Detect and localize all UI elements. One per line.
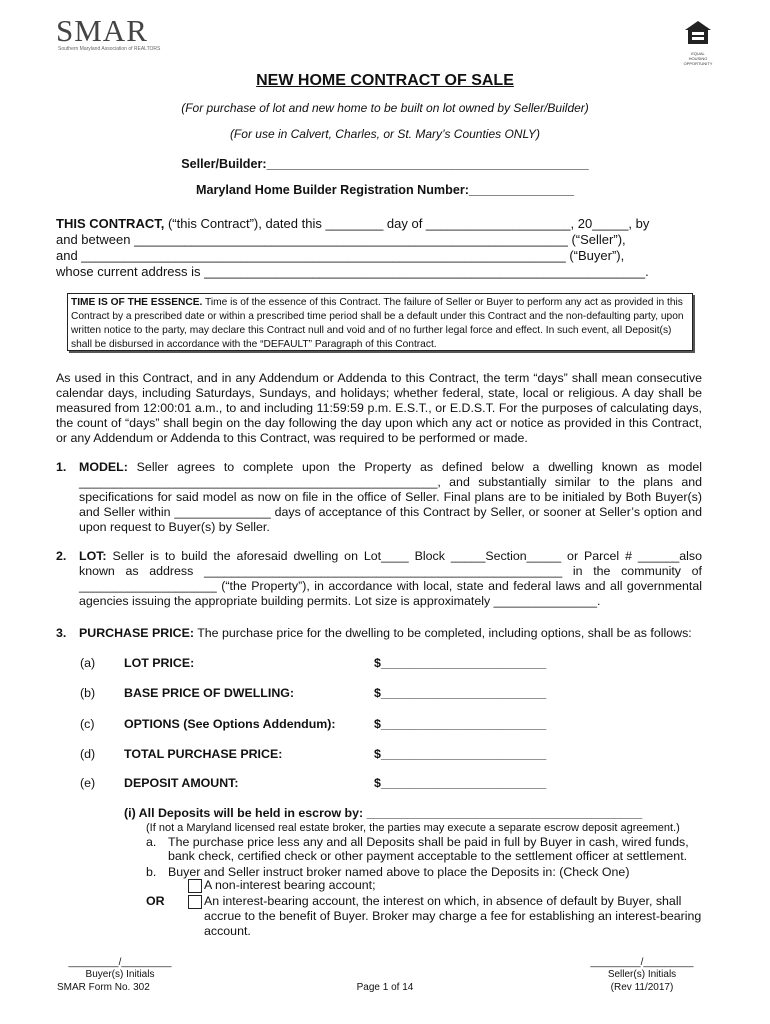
buyer-initials-label: Buyer(s) Initials [85, 969, 155, 980]
section-heading: LOT: [79, 549, 107, 563]
non-interest-option-label: A non-interest bearing account; [204, 878, 376, 892]
subtitle-counties: (For use in Calvert, Charles, or St. Mary’s Counties ONLY) [229, 127, 541, 141]
non-interest-checkbox[interactable] [188, 879, 202, 893]
item-text: The purchase price less any and all Deposits shall be paid in full by Buyer in cash, wired funds, bank check, certified check or other payment acceptable to the settlement officer at settlement. [168, 835, 689, 863]
house-icon [683, 18, 713, 48]
intro-buyer-line[interactable]: and ___________________________________________________________________ (“Buyer”), [56, 248, 625, 263]
seller-initials-field[interactable]: _________/_________ [590, 957, 694, 968]
time-box-text: Time is of the essence of this Contract. The failure of Seller or Buyer to perform any act as provided in this Contract by a prescribed date or within a prescribed time period shall be a default under this Contract and the non-defaulting party, upon written notice to the party, may declare this Contract null and void and of no further legal force and effect. In such event, all Deposit(s) shall be disbursed in accordance with the “DEFAULT” Paragraph of this Contract. [71, 297, 684, 350]
intro-date-fields[interactable]: (“this Contract”), dated this ________ day of ____________________, 20_____, by [164, 216, 650, 231]
form-number: SMAR Form No. 302 [57, 982, 150, 993]
intro-line-1 [56, 216, 702, 231]
lot-price-field[interactable]: $________________________ [374, 656, 547, 670]
logo-tagline: Southern Maryland Association of REALTORS [58, 46, 161, 52]
intro-bold: THIS CONTRACT, [56, 216, 165, 231]
seller-initials-block [582, 957, 702, 981]
section-heading: PURCHASE PRICE: [79, 626, 194, 640]
price-row-deposit [80, 776, 640, 792]
page-number: Page 1 of 14 [356, 982, 414, 993]
escrow-note: (If not a Maryland licensed real estate broker, the parties may execute a separate escrow deposit agreement.) [146, 822, 680, 834]
interest-bearing-checkbox[interactable] [188, 895, 202, 909]
section-number: 3. [56, 626, 67, 640]
equal-housing-icon [683, 18, 713, 66]
row-letter: (d) [80, 747, 96, 761]
price-row-total [80, 747, 640, 763]
or-label: OR [146, 894, 165, 908]
document-title: NEW HOME CONTRACT OF SALE [256, 72, 514, 89]
intro-seller-line[interactable]: and between ____________________________________________________________ (“Seller”), [56, 232, 626, 247]
time-box-heading: TIME IS OF THE ESSENCE. [71, 297, 203, 308]
price-row-options [80, 717, 640, 733]
section-lot [56, 549, 702, 609]
item-label: a. [146, 835, 157, 849]
interest-bearing-option-label: An interest-bearing account, the interest on which, in absence of default by Buyer, shall accrue to the benefit of Buyer. Broker may charge a fee for establishing an interest-bearing account. [204, 894, 702, 938]
time-of-essence-box [67, 293, 693, 351]
logo-text: SMAR [56, 13, 148, 48]
buyer-initials-block [60, 957, 180, 981]
deposit-amount-field[interactable]: $________________________ [374, 776, 547, 790]
payment-item-a [146, 835, 706, 863]
total-price-field[interactable]: $________________________ [374, 747, 547, 761]
eho-label: EQUAL HOUSING OPPORTUNITY [683, 51, 713, 66]
row-label: DEPOSIT AMOUNT: [124, 776, 239, 790]
section-number: 1. [56, 460, 67, 474]
revision-date: (Rev 11/2017) [610, 982, 674, 993]
days-definition-paragraph: As used in this Contract, and in any Addendum or Addenda to this Contract, the term “days” shall mean consecutive calendar days, including Saturdays, Sundays, and holidays; whether federal, state, local or religious. A day shall be measured from 12:00:01 a.m., to and including 11:59:59 p.m. E.S.T., or E.D.S.T. For the purposes of calculating days, the count of “days” shall begin on the day following the day upon which any act or notice as provided in this Contract, or any Addendum or Addenda to this Contract, was required to be performed or made. [56, 371, 702, 445]
seller-initials-label: Seller(s) Initials [607, 969, 677, 980]
intro-address-line[interactable]: whose current address is _____________________________________________________________. [56, 264, 649, 279]
seller-builder-field[interactable]: Seller/Builder:______________________________________________ [181, 157, 589, 171]
row-letter: (c) [80, 717, 95, 731]
row-label: OPTIONS (See Options Addendum): [124, 717, 336, 731]
row-letter: (e) [80, 776, 96, 790]
section-text[interactable]: Seller agrees to complete upon the Property as defined below a dwelling known as model ____________________________________________________, and substantially similar to the plans and specifications for said model as now on file in the office of Seller. Final plans are to be initialed by Both Buyer(s) and Seller within ______________ days of acceptance of this Contract by Seller, or sooner at Seller’s option and upon request to Buyer(s) by Seller. [79, 460, 702, 534]
options-price-field[interactable]: $________________________ [374, 717, 547, 731]
base-price-field[interactable]: $________________________ [374, 686, 547, 700]
price-row-base [80, 686, 640, 702]
section-heading: MODEL: [79, 460, 128, 474]
section-purchase-price [56, 626, 702, 641]
smar-logo [56, 13, 166, 64]
row-letter: (b) [80, 686, 96, 700]
section-model [56, 460, 702, 535]
registration-number-field[interactable]: Maryland Home Builder Registration Number:_______________ [196, 183, 574, 197]
row-label: BASE PRICE OF DWELLING: [124, 686, 295, 700]
payment-item-b [146, 865, 706, 879]
section-text: The purchase price for the dwelling to be completed, including options, shall be as follows: [193, 626, 692, 640]
section-number: 2. [56, 549, 67, 563]
row-label: TOTAL PURCHASE PRICE: [124, 747, 283, 761]
row-label: LOT PRICE: [124, 656, 195, 670]
item-label: b. [146, 865, 157, 879]
buyer-initials-field[interactable]: _________/_________ [68, 957, 172, 968]
row-letter: (a) [80, 656, 96, 670]
section-text[interactable]: Seller is to build the aforesaid dwelling on Lot____ Block _____Section_____ or Parcel # ______also known as address ____________________________________________________ in the community of ____________________ (“the Property”), in accordance with local, state and federal laws and all governmental agencies issuing the appropriate building permits. Lot size is approximately _______________. [79, 549, 702, 608]
item-text: Buyer and Seller instruct broker named above to place the Deposits in: (Check One) [168, 865, 630, 879]
subtitle-purchase: (For purchase of lot and new home to be built on lot owned by Seller/Builder) [181, 101, 589, 115]
escrow-holder-field[interactable]: (i) All Deposits will be held in escrow by: ________________________________________ [124, 806, 643, 820]
price-row-lot [80, 656, 640, 672]
